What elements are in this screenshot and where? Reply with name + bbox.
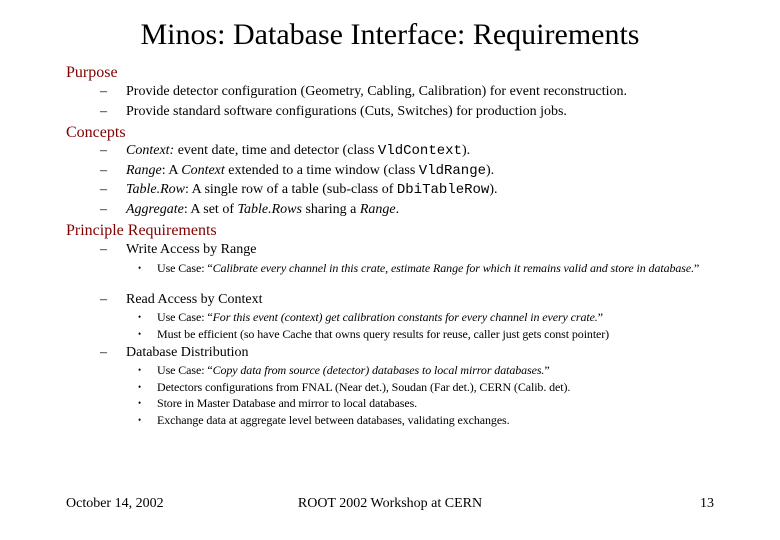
requirement-label: Database Distribution: [126, 345, 249, 360]
bullet-icon: •: [138, 415, 142, 425]
bullet-icon: •: [138, 263, 142, 273]
slide-title: Minos: Database Interface: Requirements: [140, 18, 640, 51]
bullet-icon: •: [138, 312, 142, 322]
bullet-suffix: ”: [544, 363, 550, 377]
concept-item-text: [126, 201, 399, 219]
bullet-item: [138, 262, 708, 275]
section-heading-concepts: Concepts: [66, 124, 126, 141]
concept-term: Table.Row: [126, 182, 185, 197]
footer-event: ROOT 2002 Workshop at CERN: [297, 496, 483, 511]
concept-end: ).: [489, 182, 498, 197]
footer-page-number: 13: [700, 496, 714, 511]
concept-term: Range: [126, 163, 162, 178]
bullet-text: [157, 364, 708, 377]
concept-desc: : A: [161, 163, 182, 178]
class-name: VldRange: [418, 163, 487, 179]
concept-desc: event date, time and detector (class: [174, 143, 378, 158]
concept-term: Range: [359, 202, 396, 217]
dash-icon: –: [100, 345, 107, 360]
dash-icon: –: [100, 242, 107, 257]
dash-icon: –: [100, 104, 107, 119]
concept-end: .: [395, 202, 400, 217]
bullet-icon: •: [138, 398, 142, 408]
purpose-item-text: Provide standard software configurations (Cuts, Switches) for production jobs.: [126, 104, 567, 119]
bullet-item: [138, 328, 708, 341]
bullet-text: Store in Master Database and mirror to local databases.: [157, 396, 418, 410]
concept-desc: : A single row of a table (sub-class of: [185, 182, 397, 197]
concept-term: Table.Rows: [237, 202, 302, 217]
requirement-label: Write Access by Range: [126, 242, 257, 257]
bullet-text: Exchange data at aggregate level between databases, validating exchanges.: [157, 413, 510, 427]
bullet-prefix: Use Case: “: [157, 310, 213, 324]
bullet-text: Must be efficient (so have Cache that owns query results for reuse, caller just gets const pointer): [157, 327, 610, 341]
concept-end: ).: [486, 163, 495, 178]
concept-item-text: [126, 142, 470, 160]
class-name: DbiTableRow: [396, 182, 490, 198]
bullet-quote: Calibrate every channel in this crate, estimate Range for which it remains valid and store in database.: [212, 261, 694, 275]
concept-term: Aggregate: [126, 202, 184, 217]
concept-desc: : A set of: [183, 202, 238, 217]
dash-icon: –: [100, 182, 107, 197]
bullet-text: [157, 262, 708, 275]
dash-icon: –: [100, 84, 107, 99]
bullet-item: [138, 414, 708, 427]
bullet-item: [138, 381, 708, 394]
bullet-quote: Copy data from source (detector) databases to local mirror databases.: [212, 363, 545, 377]
concept-term: Context:: [126, 143, 175, 158]
bullet-suffix: ”: [693, 261, 700, 275]
class-name: VldContext: [377, 143, 462, 159]
requirement-label: Read Access by Context: [126, 292, 263, 307]
bullet-icon: •: [138, 329, 142, 339]
bullet-prefix: Use Case: “: [157, 363, 213, 377]
bullet-text: Detectors configurations from FNAL (Near det.), Soudan (Far det.), CERN (Calib. det).: [157, 380, 571, 394]
dash-icon: –: [100, 143, 107, 158]
concept-term: Context: [181, 163, 225, 178]
bullet-item: [138, 311, 708, 324]
bullet-prefix: Use Case: “: [157, 261, 213, 275]
concept-item-text: [126, 162, 494, 180]
bullet-quote: For this event (context) get calibration constants for every channel in every crate.: [212, 310, 598, 324]
dash-icon: –: [100, 202, 107, 217]
section-heading-principle: Principle Requirements: [66, 222, 217, 239]
section-heading-purpose: Purpose: [66, 64, 118, 81]
dash-icon: –: [100, 292, 107, 307]
bullet-text: [157, 311, 708, 324]
concept-desc: extended to a time window (class: [224, 163, 419, 178]
dash-icon: –: [100, 163, 107, 178]
bullet-item: [138, 397, 708, 410]
concept-item-text: [126, 181, 498, 199]
footer-date: October 14, 2002: [66, 496, 164, 511]
bullet-suffix: ”: [597, 310, 603, 324]
concept-end: ).: [461, 143, 471, 158]
bullet-icon: •: [138, 382, 142, 392]
bullet-icon: •: [138, 365, 142, 375]
purpose-item-text: Provide detector configuration (Geometry, Cabling, Calibration) for event reconstruction.: [126, 84, 627, 99]
bullet-item: [138, 364, 708, 377]
concept-desc: sharing a: [301, 202, 360, 217]
